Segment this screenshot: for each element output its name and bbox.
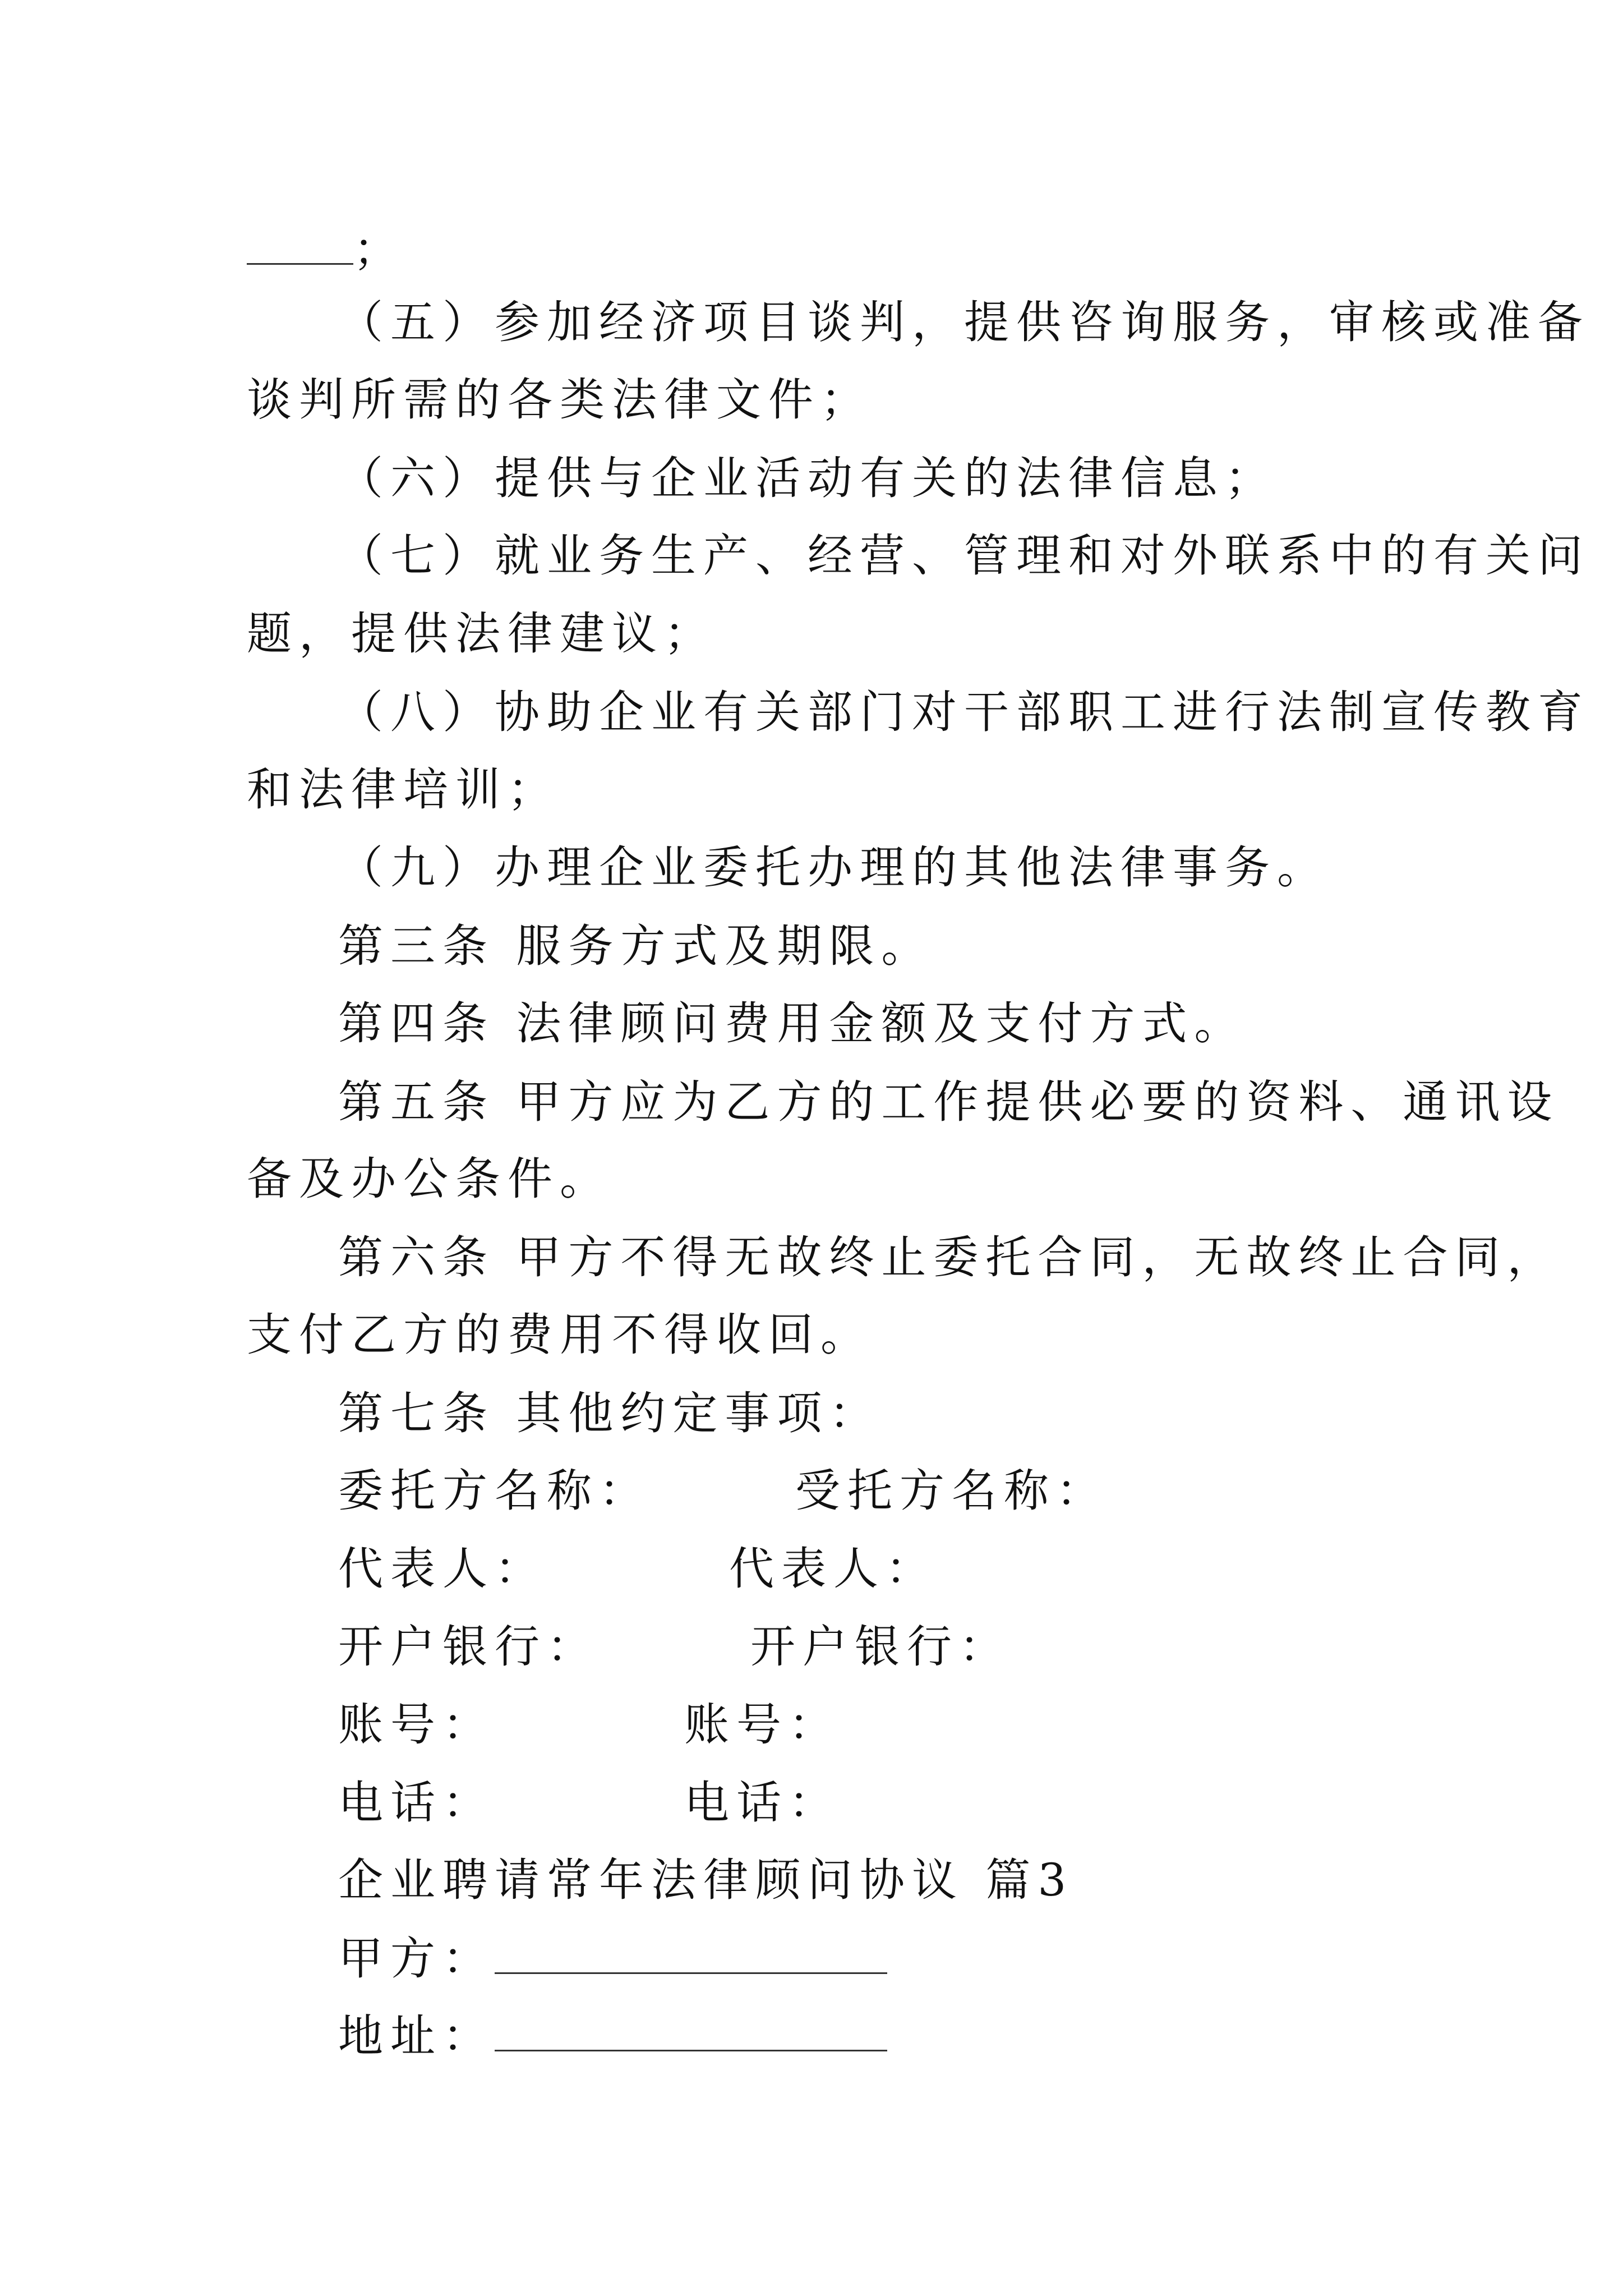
party-a-label: 甲方：	[338, 1932, 495, 1985]
client-name-label: 委托方名称：	[338, 1465, 651, 1517]
client-representative-label: 代表人：	[338, 1543, 547, 1595]
clause-7-line-1: （七）就业务生产、经营、管理和对外联系中的有关问	[338, 530, 1590, 582]
client-account-label: 账号：	[338, 1699, 495, 1751]
client-phone-label: 电话：	[338, 1777, 495, 1829]
clause-8-line-2: 和法律培训；	[247, 763, 560, 816]
address-line	[338, 2008, 887, 2064]
clause-6-line: （六）提供与企业活动有关的法律信息；	[338, 452, 1277, 504]
agent-account-label: 账号：	[684, 1699, 841, 1751]
article-3-line: 第三条 服务方式及期限。	[338, 920, 934, 972]
article-6-line-1: 第六条 甲方不得无故终止委托合同，无故终止合同，	[338, 1231, 1560, 1283]
address-label: 地址：	[338, 2010, 495, 2062]
agent-name-label: 受托方名称：	[795, 1465, 1108, 1517]
article-7-line: 第七条 其他约定事项：	[338, 1387, 882, 1439]
fill-in-blank	[247, 231, 353, 265]
party-a-line	[338, 1931, 887, 1987]
clause-7-line-2: 题，提供法律建议；	[247, 608, 716, 660]
clause-5-line-2: 谈判所需的各类法律文件；	[247, 374, 873, 426]
client-bank-label: 开户银行：	[338, 1621, 599, 1673]
continuation-line	[247, 222, 405, 278]
article-6-line-2: 支付乙方的费用不得收回。	[247, 1309, 873, 1361]
article-5-line-2: 备及办公条件。	[247, 1153, 612, 1205]
agent-bank-label: 开户银行：	[750, 1621, 1011, 1673]
agent-phone-label: 电话：	[684, 1777, 841, 1829]
clause-8-line-1: （八）协助企业有关部门对干部职工进行法制宣传教育	[338, 686, 1590, 738]
address-blank	[495, 2017, 887, 2051]
agent-representative-label: 代表人：	[729, 1543, 938, 1595]
article-4-line: 第四条 法律顾问费用金额及支付方式。	[338, 997, 1247, 1050]
article-5-line-1: 第五条 甲方应为乙方的工作提供必要的资料、通讯设	[338, 1076, 1560, 1128]
clause-5-line-1: （五）参加经济项目谈判，提供咨询服务，审核或准备	[338, 296, 1590, 348]
section-title: 企业聘请常年法律顾问协议 篇3	[338, 1854, 1074, 1906]
party-a-blank	[495, 1940, 887, 1974]
clause-9-line: （九）办理企业委托办理的其他法律事务。	[338, 841, 1329, 894]
line-text: ；	[353, 223, 405, 275]
